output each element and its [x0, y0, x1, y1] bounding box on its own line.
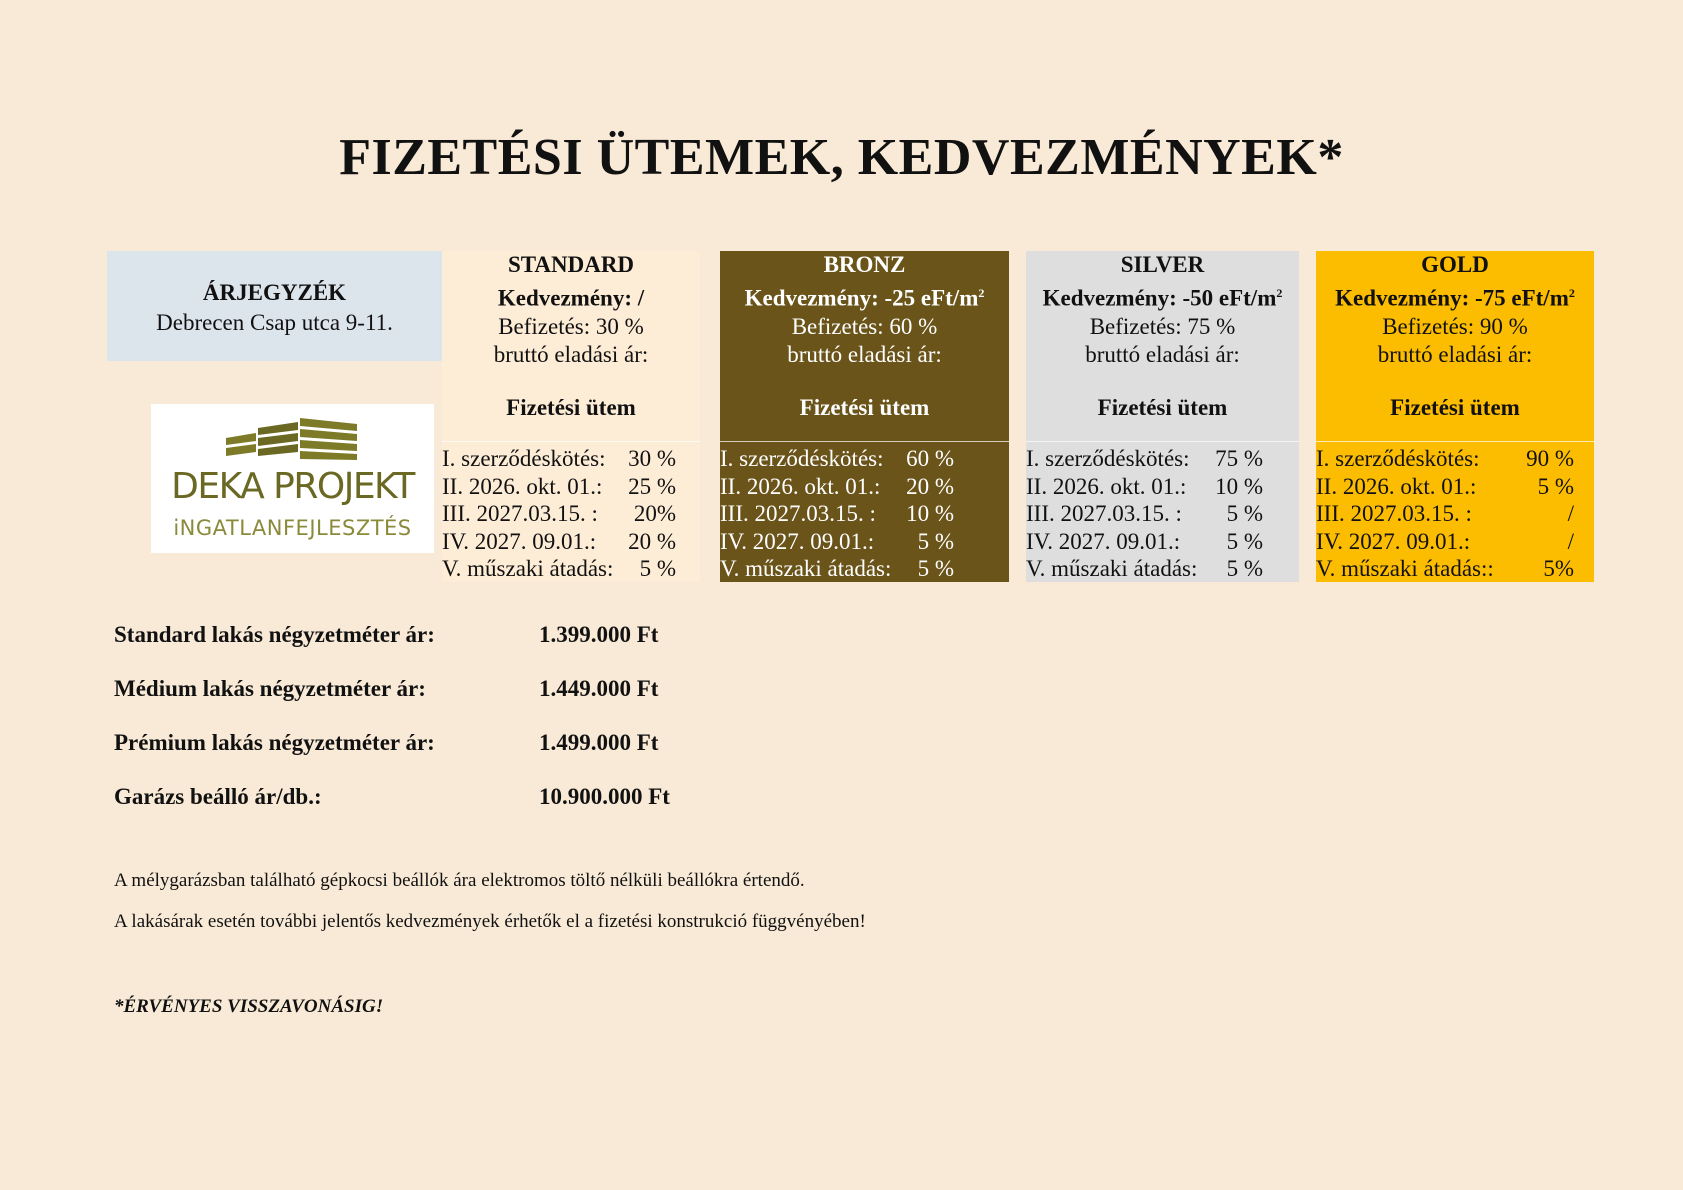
- schedule-row: III. 2027.03.15. : 10 %: [720, 501, 954, 526]
- note-discounts: A lakásárak esetén további jelentős kedvezmények érhetők el a fizetési konstrukció függvényében!: [114, 911, 866, 932]
- schedule-row: I. szerződéskötés: 60 %: [720, 446, 954, 471]
- logo-name: DEKA PROJEKT: [171, 466, 414, 507]
- pricelist-address: Debrecen Csap utca 9-11.: [156, 310, 393, 335]
- schedule-row: II. 2026. okt. 01.: 20 %: [720, 473, 954, 499]
- schedule-row: I. szerződéskötés: 75 %: [1026, 446, 1263, 471]
- price-row: Médium lakás négyzetméter ár: 1.449.000 Ft: [114, 676, 659, 701]
- price-row: Prémium lakás négyzetméter ár: 1.499.000 Ft: [114, 730, 659, 755]
- tier-name: GOLD: [1421, 252, 1489, 277]
- schedule-row: IV. 2027. 09.01.: 20 %: [442, 528, 676, 554]
- tier-gross-price: bruttó eladási ár:: [1377, 341, 1533, 367]
- schedule-row: III. 2027.03.15. : 5 %: [1026, 501, 1263, 526]
- schedule-row: I. szerződéskötés: 30 %: [442, 446, 676, 471]
- divider: [1026, 441, 1299, 442]
- price-row: Standard lakás négyzetméter ár: 1.399.000 Ft: [114, 622, 659, 647]
- tier-payment: Befizetés: 75 %: [1089, 313, 1236, 339]
- logo-subtitle: iNGATLANFEJLESZTÉS: [173, 516, 412, 540]
- company-logo: [151, 404, 434, 553]
- tier-silver: [1026, 251, 1299, 582]
- schedule-row: III. 2027.03.15. : /: [1316, 501, 1574, 526]
- tier-payment: Befizetés: 30 %: [498, 313, 644, 339]
- tier-discount: Kedvezmény: -25 eFt/$m^2$: [744, 285, 985, 311]
- buildings-icon: [226, 414, 361, 464]
- pricelist-box: [107, 251, 442, 361]
- tier-standard: [442, 251, 700, 582]
- schedule-row: IV. 2027. 09.01.: /: [1316, 528, 1574, 554]
- schedule-row: II. 2026. okt. 01.: 5 %: [1316, 473, 1574, 499]
- tier-gold: [1316, 251, 1594, 582]
- tier-gross-price: bruttó eladási ár:: [1085, 341, 1240, 367]
- tier-bronz: [720, 251, 1009, 582]
- note-garage: A mélygarázsban található gépkocsi beállók ára elektromos töltő nélküli beállókra értendő.: [114, 870, 805, 891]
- tier-schedule-title: Fizetési ütem: [1097, 394, 1228, 420]
- price-list: [114, 622, 814, 838]
- schedule-row: II. 2026. okt. 01.: 25 %: [442, 473, 676, 499]
- tier-schedule-title: Fizetési ütem: [506, 394, 636, 420]
- schedule-row: V. műszaki átadás: 5 %: [442, 556, 676, 581]
- tier-payment: Befizetés: 60 %: [791, 313, 938, 339]
- schedule-row: III. 2027.03.15. : 20%: [442, 501, 676, 526]
- schedule-row: I. szerződéskötés: 90 %: [1316, 446, 1574, 471]
- tier-schedule-title: Fizetési ütem: [799, 394, 930, 420]
- tier-gross-price: bruttó eladási ár:: [493, 341, 649, 367]
- validity-note: *ÉRVÉNYES VISSZAVONÁSIG!: [114, 996, 384, 1017]
- schedule-row: IV. 2027. 09.01.: 5 %: [720, 528, 954, 554]
- schedule-row: IV. 2027. 09.01.: 5 %: [1026, 528, 1263, 554]
- tier-name: BRONZ: [823, 252, 906, 277]
- tier-discount: Kedvezmény: /: [497, 285, 645, 311]
- tier-name: SILVER: [1120, 252, 1205, 277]
- divider: [1316, 441, 1594, 442]
- tier-schedule-title: Fizetési ütem: [1390, 394, 1520, 420]
- tier-payment: Befizetés: 90 %: [1382, 313, 1528, 339]
- pricelist-title: ÁRJEGYZÉK: [202, 280, 347, 305]
- schedule-row: V. műszaki átadás: 5 %: [720, 556, 954, 581]
- schedule-row: II. 2026. okt. 01.: 10 %: [1026, 473, 1263, 499]
- divider: [442, 441, 700, 442]
- schedule-row: V. műszaki átadás: 5 %: [1026, 556, 1263, 581]
- tier-discount: Kedvezmény: -50 eFt/$m^2$: [1042, 285, 1283, 311]
- price-row: Garázs beálló ár/db.: 10.900.000 Ft: [114, 784, 670, 809]
- tier-discount: Kedvezmény: -75 eFt/$m^2$: [1335, 285, 1575, 311]
- divider: [720, 441, 1009, 442]
- tier-name: STANDARD: [507, 252, 635, 277]
- page-title: FIZETÉSI ÜTEMEK, KEDVEZMÉNYEK*: [339, 129, 1344, 186]
- tier-gross-price: bruttó eladási ár:: [787, 341, 942, 367]
- schedule-row: V. műszaki átadás:: 5%: [1316, 556, 1574, 581]
- notes: [114, 870, 866, 952]
